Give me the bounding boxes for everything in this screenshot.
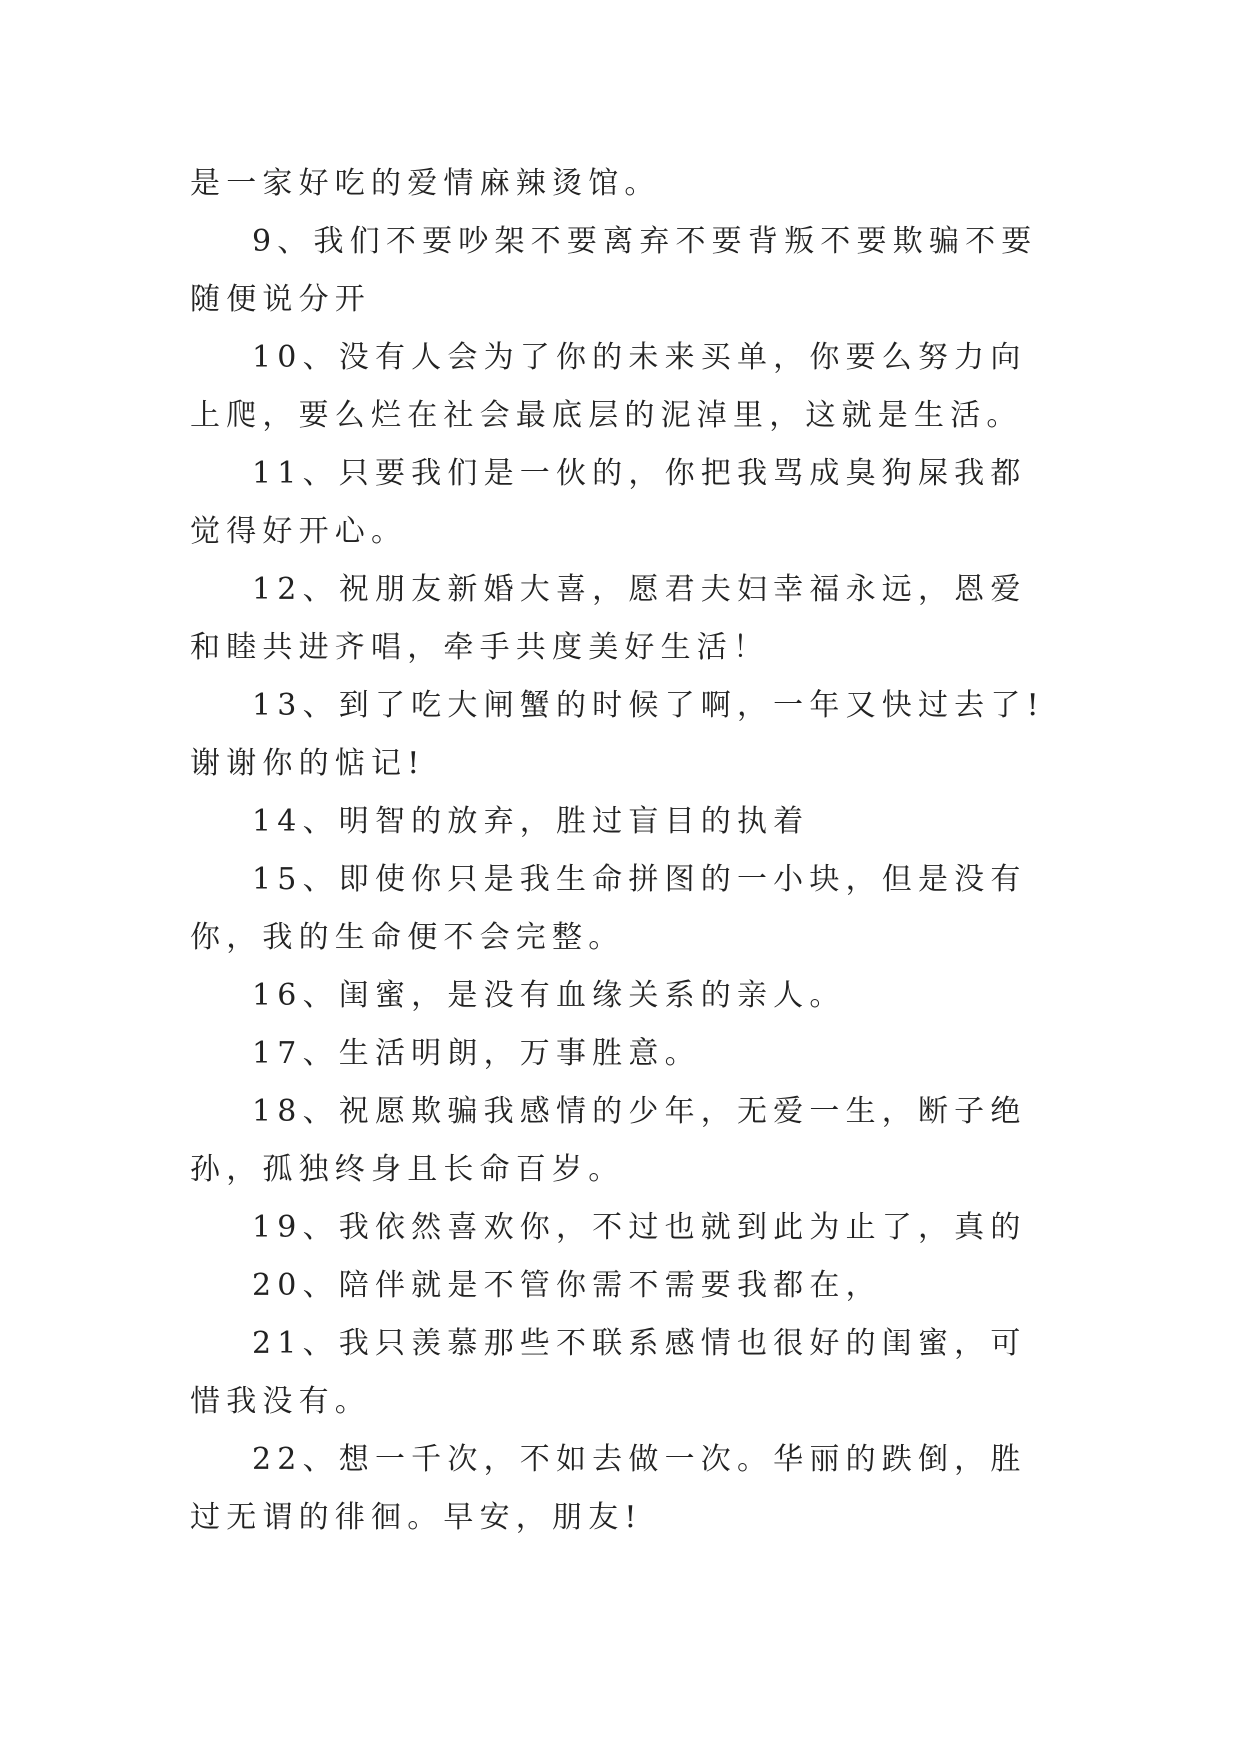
paragraph-item-13: 13、到了吃大闸蟹的时候了啊，一年又快过去了!谢谢你的惦记! xyxy=(190,688,1045,781)
paragraph-item-16: 16、闺蜜，是没有血缘关系的亲人。 xyxy=(252,978,846,1013)
paragraph-item-19: 19、我依然喜欢你，不过也就到此为止了，真的 xyxy=(252,1210,1027,1245)
paragraph-item-14: 14、明智的放弃，胜过盲目的执着 xyxy=(252,804,810,839)
paragraph-item-12: 12、祝朋友新婚大喜，愿君夫妇幸福永远，恩爱和睦共进齐唱，牵手共度美好生活！ xyxy=(190,572,1027,665)
paragraph-item-17: 17、生活明朗，万事胜意。 xyxy=(252,1036,701,1071)
paragraph-item-15: 15、即使你只是我生命拼图的一小块，但是没有你，我的生命便不会完整。 xyxy=(190,862,1027,955)
paragraph-continuation: 是一家好吃的爱情麻辣烫馆。 xyxy=(190,166,661,201)
paragraph-item-22: 22、想一千次，不如去做一次。华丽的跌倒，胜过无谓的徘徊。早安，朋友! xyxy=(190,1442,1027,1535)
paragraph-item-18: 18、祝愿欺骗我感情的少年，无爱一生，断子绝孙，孤独终身且长命百岁。 xyxy=(190,1094,1027,1187)
paragraph-item-10: 10、没有人会为了你的未来买单，你要么努力向上爬，要么烂在社会最底层的泥淖里，这就是生活。 xyxy=(190,340,1027,433)
paragraph-item-21: 21、我只羡慕那些不联系感情也很好的闺蜜，可惜我没有。 xyxy=(190,1326,1027,1419)
paragraph-item-11: 11、只要我们是一伙的，你把我骂成臭狗屎我都觉得好开心。 xyxy=(190,456,1027,549)
paragraph-item-9: 9、我们不要吵架不要离弃不要背叛不要欺骗不要随便说分开 xyxy=(190,224,1038,317)
document-body xyxy=(190,155,1060,1547)
paragraph-item-20: 20、陪伴就是不管你需不需要我都在， xyxy=(252,1268,882,1303)
